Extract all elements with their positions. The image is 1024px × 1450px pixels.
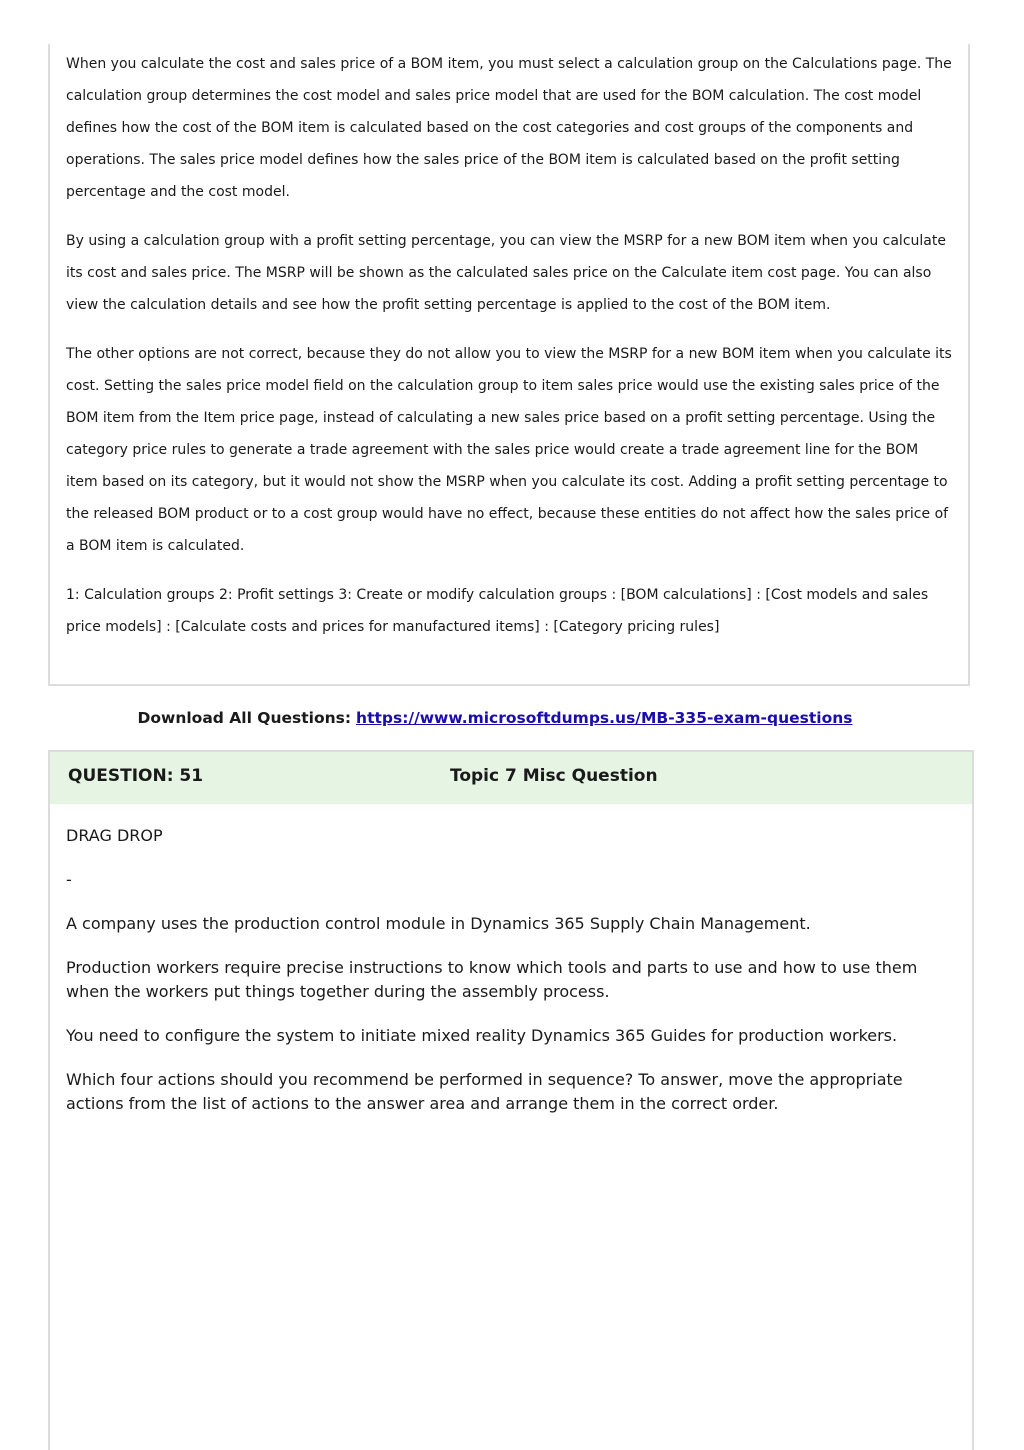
question-separator: - bbox=[66, 870, 72, 889]
download-label: Download All Questions: bbox=[137, 709, 352, 727]
download-banner bbox=[0, 706, 990, 730]
question-header bbox=[50, 752, 972, 804]
explanation-content bbox=[50, 44, 968, 643]
question-paragraph: A company uses the production control module in Dynamics 365 Supply Chain Management. bbox=[66, 914, 811, 933]
download-link[interactable]: https://www.microsoftdumps.us/MB-335-exam-questions bbox=[356, 709, 853, 727]
reference-links-paragraph: 1: Calculation groups 2: Profit settings 3: Create or modify calculation groups : [BOM calculations] : [Cost models and sales price models] : [Calculate costs and prices for manufactured items] : [Category pricing rules] bbox=[66, 587, 929, 635]
explanation-paragraph: When you calculate the cost and sales price of a BOM item, you must select a calculation group on the Calculations page. The calculation group determines the cost model and sales price model that are used for the BOM calculation. The cost model defines how the cost of the BOM item is calculated based on the cost categories and cost groups of the components and operations. The sales price model defines how the sales price of the BOM item is calculated based on the profit setting percentage and the cost model. bbox=[66, 56, 952, 200]
question-type: DRAG DROP bbox=[66, 826, 163, 845]
question-paragraph: Production workers require precise instructions to know which tools and parts to use and how to use them when the workers put things together during the assembly process. bbox=[66, 958, 918, 1001]
question-panel bbox=[48, 750, 974, 1450]
question-topic: Topic 7 Misc Question bbox=[450, 766, 658, 786]
question-body bbox=[50, 804, 972, 1116]
explanation-paragraph: By using a calculation group with a profit setting percentage, you can view the MSRP for a new BOM item when you calculate its cost and sales price. The MSRP will be shown as the calculated sales price on the Calculate item cost page. You can also view the calculation details and see how the profit setting percentage is applied to the cost of the BOM item. bbox=[66, 233, 946, 313]
explanation-paragraph: The other options are not correct, because they do not allow you to view the MSRP for a new BOM item when you calculate its cost. Setting the sales price model field on the calculation group to item sales price would use the existing sales price of the BOM item from the Item price page, instead of calculating a new sales price based on a profit setting percentage. Using the category price rules to generate a trade agreement with the sales price would create a trade agreement line for the BOM item based on its category, but it would not show the MSRP when you calculate its cost. Adding a profit setting percentage to the released BOM product or to a cost group would have no effect, because these entities do not affect how the sales price of a BOM item is calculated. bbox=[66, 346, 952, 554]
question-number: QUESTION: 51 bbox=[68, 766, 204, 786]
question-prompt: Which four actions should you recommend be performed in sequence? To answer, move the appropriate actions from the list of actions to the answer area and arrange them in the correct order. bbox=[66, 1070, 903, 1113]
question-paragraph: You need to configure the system to initiate mixed reality Dynamics 365 Guides for production workers. bbox=[66, 1026, 898, 1045]
explanation-panel bbox=[48, 44, 970, 686]
